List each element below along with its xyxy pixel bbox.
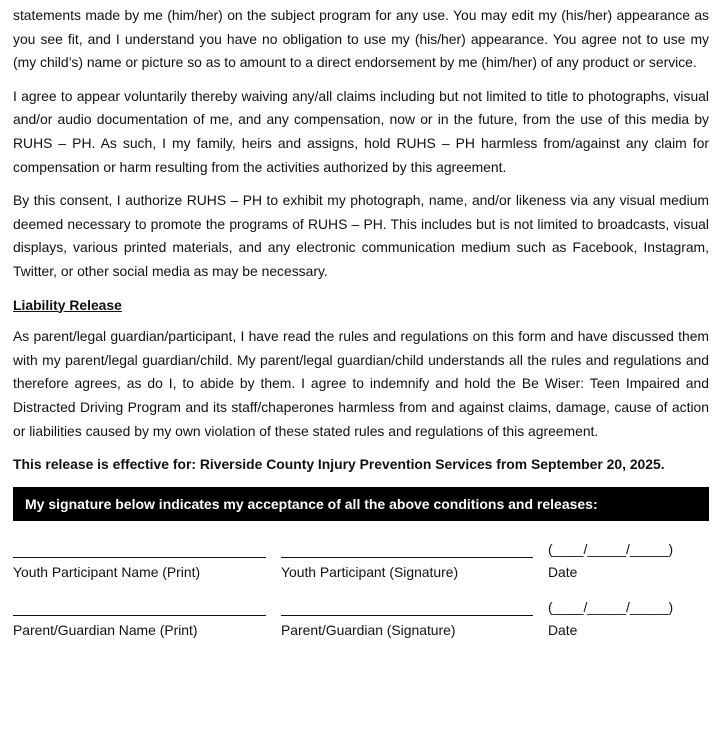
youth-name-field[interactable]: [13, 541, 266, 582]
guardian-name-field[interactable]: [13, 599, 266, 640]
guardian-signature-line[interactable]: [281, 599, 533, 616]
youth-signature-label: Youth Participant (Signature): [281, 563, 459, 580]
guardian-date-blank[interactable]: (____/_____/_____): [548, 598, 674, 615]
youth-name-line[interactable]: [13, 541, 266, 558]
waiver-paragraph: I agree to appear voluntarily thereby waiving any/all claims including but not limited to title to photographs, visual and/or audio documentation of me, and any compensation, now or in the future, from the use of this media by RUHS – PH. As such, I my family, heirs and assigns, hold RUHS – PH harmless from/against any claim for compensation or harm resulting from the activities authorized by this agreement.: [13, 87, 709, 175]
youth-name-label: Youth Participant Name (Print): [13, 563, 201, 580]
authorization-paragraph: By this consent, I authorize RUHS – PH to exhibit my photograph, name, and/or likeness via any visual medium deemed necessary to promote the programs of RUHS – PH. This includes but is not limited to broadcasts, visual displays, various printed materials, and any electronic communication medium such as Facebook, Instagram, Twitter, or other social media as may be necessary.: [13, 192, 709, 279]
effective-statement: This release is effective for: Riverside County Injury Prevention Services from September 20, 2025.: [13, 456, 665, 473]
guardian-signature-label: Parent/Guardian (Signature): [281, 621, 456, 638]
liability-release-heading: Liability Release: [13, 296, 122, 313]
youth-date-label: Date: [548, 563, 578, 580]
guardian-signature-field[interactable]: [281, 599, 533, 640]
youth-signature-line[interactable]: [281, 541, 533, 558]
release-form: [13, 4, 709, 657]
guardian-name-line[interactable]: [13, 599, 266, 616]
signature-banner: My signature below indicates my acceptance of all the above conditions and releases:: [13, 487, 709, 521]
guardian-date-label: Date: [548, 621, 578, 638]
youth-date-field[interactable]: [548, 541, 709, 582]
youth-signature-row: [13, 541, 709, 599]
guardian-signature-row: [13, 599, 709, 657]
media-consent-paragraph: statements made by me (him/her) on the subject program for any use. You may edit my (his/her) appearance as you see fit, and I understand you have no obligation to use my (his/her) appearance. You agree not to use my (my child’s) name or picture so as to amount to a direct endorsement by me (him/her) of any product or service.: [13, 7, 709, 71]
guardian-name-label: Parent/Guardian Name (Print): [13, 621, 198, 638]
youth-date-blank[interactable]: (____/_____/_____): [548, 540, 674, 557]
liability-release-paragraph: As parent/legal guardian/participant, I have read the rules and regulations on this form and have discussed them with my parent/legal guardian/child. My parent/legal guardian/child understands all the rules and regulations and therefore agrees, as do I, to abide by them. I agree to indemnify and hold the Be Wiser: Teen Impaired and Distracted Driving Program and its staff/chaperones harmless from and against claims, damage, cause of action or liabilities caused by my own violation of these stated rules and regulations of this agreement.: [13, 328, 709, 439]
youth-signature-field[interactable]: [281, 541, 533, 582]
guardian-date-field[interactable]: [548, 599, 709, 640]
